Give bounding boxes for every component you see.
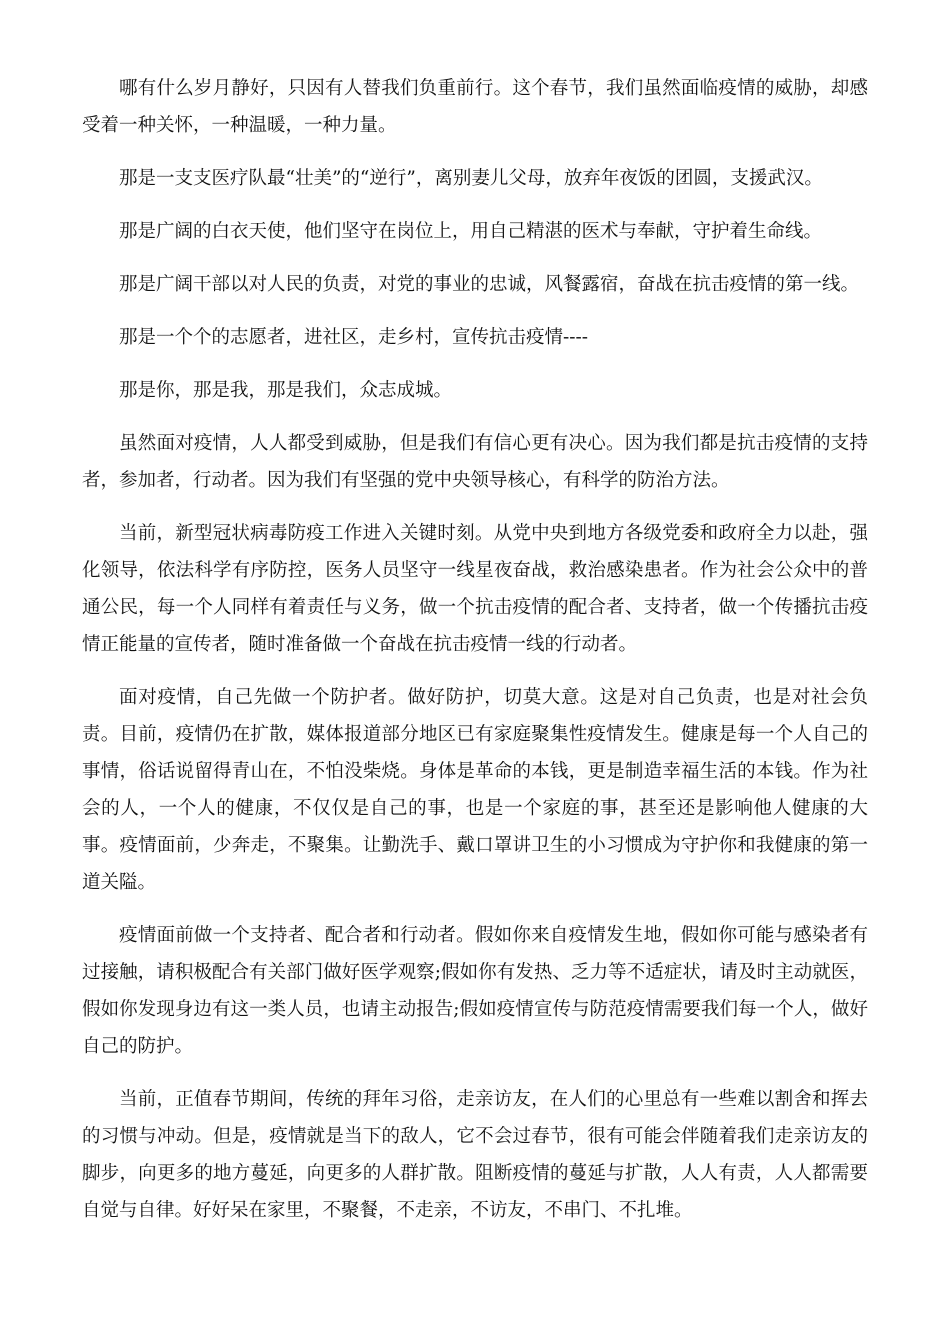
paragraph-6: 那是你，那是我，那是我们，众志成城。 (119, 380, 453, 401)
paragraph-4: 那是广阔干部以对人民的负责，对党的事业的忠诚，风餐露宿，奋战在抗击疫情的第一线。 (119, 274, 860, 295)
paragraph-5: 那是一个个的志愿者，进社区，走乡村，宣传抗击疫情---- (119, 327, 589, 348)
paragraph-2: 那是一支支医疗队最“壮美”的“逆行”，离别妻儿父母，放弃年夜饭的团圆，支援武汉。 (119, 168, 823, 189)
paragraph-10: 疫情面前做一个支持者、配合者和行动者。假如你来自疫情发生地，假如你可能与感染者有过接触，请积极配合有关部门做好医学观察;假如你有发热、乏力等不适症状，请及时主动就医，假如你发现身边有这一类人员，也请主动报告;假如疫情宣传与防范疫情需要我们每一个人，做好自己的防护。 (82, 925, 868, 1057)
paragraph-9: 面对疫情，自己先做一个防护者。做好防护，切莫大意。这是对自己负责，也是对社会负责。目前，疫情仍在扩散，媒体报道部分地区已有家庭聚集性疫情发生。健康是每一个人自己的事情，俗话说留得青山在，不怕没柴烧。身体是革命的本钱，更是制造幸福生活的本钱。作为社会的人，一个人的健康，不仅仅是自己的事，也是一个家庭的事，甚至还是影响他人健康的大事。疫情面前，少奔走，不聚集。让勤洗手、戴口罩讲卫生的小习惯成为守护你和我健康的第一道关隘。 (82, 687, 868, 893)
paragraph-3: 那是广阔的白衣天使，他们坚守在岗位上，用自己精湛的医术与奉献，守护着生命线。 (119, 221, 823, 242)
paragraph-7: 虽然面对疫情，人人都受到威胁，但是我们有信心更有决心。因为我们都是抗击疫情的支持者，参加者，行动者。因为我们有坚强的党中央领导核心，有科学的防治方法。 (82, 433, 868, 491)
paragraph-8: 当前，新型冠状病毒防疫工作进入关键时刻。从党中央到地方各级党委和政府全力以赴，强化领导，依法科学有序防控，医务人员坚守一线星夜奋战，救治感染患者。作为社会公众中的普通公民，每一个人同样有着责任与义务，做一个抗击疫情的配合者、支持者，做一个传播抗击疫情正能量的宣传者，随时准备做一个奋战在抗击疫情一线的行动者。 (82, 523, 868, 655)
paragraph-11: 当前，正值春节期间，传统的拜年习俗，走亲访友，在人们的心里总有一些难以割舍和挥去的习惯与冲动。但是，疫情就是当下的敌人，它不会过春节，很有可能会伴随着我们走亲访友的脚步，向更多的地方蔓延，向更多的人群扩散。阻断疫情的蔓延与扩散，人人有责，人人都需要自觉与自律。好好呆在家里，不聚餐，不走亲，不访友，不串门、不扎堆。 (82, 1089, 868, 1221)
document-body (82, 70, 868, 1245)
paragraph-1: 哪有什么岁月静好，只因有人替我们负重前行。这个春节，我们虽然面临疫情的威胁，却感受着一种关怀，一种温暖，一种力量。 (82, 78, 868, 136)
